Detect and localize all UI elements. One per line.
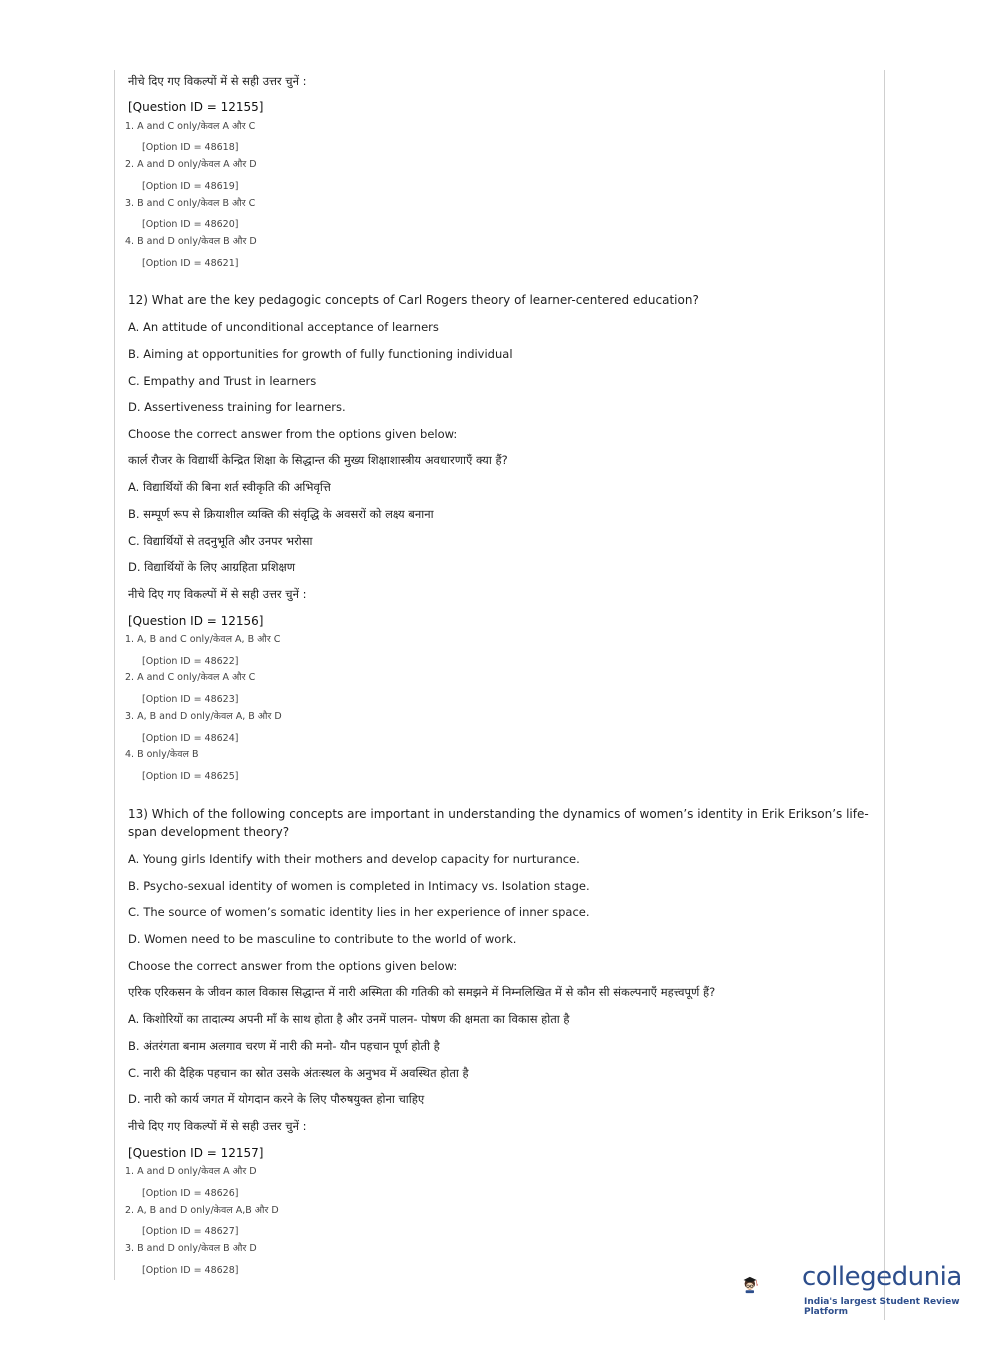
q13-hindi-statement-b: B. अंतरंगता बनाम अलगाव चरण में नारी की मनो- यौन पहचान पूर्ण होती है — [128, 1039, 440, 1053]
q11-option-4-id: [Option ID = 48621] — [142, 258, 239, 269]
q12-option-2: 2. A and C only/केवल A और C — [125, 672, 256, 683]
q12-hindi-statement-d: D. विद्यार्थियों के लिए आग्रहिता प्रशिक्षण — [128, 560, 296, 574]
q12-option-2-id: [Option ID = 48623] — [142, 694, 239, 705]
q13-option-2-id: [Option ID = 48627] — [142, 1226, 239, 1237]
q13-option-3: 3. B and D only/केवल B और D — [125, 1243, 257, 1254]
q13-option-2: 2. A, B and D only/केवल A,B और D — [125, 1205, 279, 1216]
q12-statement-d: D. Assertiveness training for learners. — [128, 400, 346, 414]
q13-hindi-statement-a: A. किशोरियों का तादात्म्य अपनी माँ के साथ होता है और उनमें पालन- पोषण की क्षमता का विकास होता है — [128, 1012, 570, 1026]
q12-hindi-question: कार्ल रौजर के विद्यार्थी केन्द्रित शिक्षा के सिद्धान्त की मुख्य शिक्षाशास्त्रीय अवधारणाएँ क्या हैं? — [128, 453, 508, 467]
left-margin-line — [114, 70, 115, 1280]
q13-question-line1: 13) Which of the following concepts are important in understanding the dynamics of women’s identity in Erik Erikson’s life- — [128, 807, 869, 821]
q13-statement-a: A. Young girls Identify with their mothers and develop capacity for nurturance. — [128, 852, 580, 866]
q12-option-1: 1. A, B and C only/केवल A, B और C — [125, 634, 281, 645]
q13-option-1-id: [Option ID = 48626] — [142, 1188, 239, 1199]
q13-choose-instruction: Choose the correct answer from the options given below: — [128, 959, 458, 973]
q12-option-1-id: [Option ID = 48622] — [142, 656, 239, 667]
q13-hindi-question: एरिक एरिकसन के जीवन काल विकास सिद्धान्त में नारी अस्मिता की गतिकी को समझने में निम्नलिखित में से कौन सी संकल्पनाएँ महत्त्वपूर्ण हैं? — [128, 985, 716, 999]
q13-hindi-statement-c: C. नारी की दैहिक पहचान का स्रोत उसके अंतःस्थल के अनुभव में अवस्थित होता है — [128, 1066, 469, 1080]
q12-statement-c: C. Empathy and Trust in learners — [128, 374, 317, 388]
q13-question-line2: span development theory? — [128, 825, 290, 839]
q12-option-3-id: [Option ID = 48624] — [142, 733, 239, 744]
q12-option-4-id: [Option ID = 48625] — [142, 771, 239, 782]
right-margin-line — [884, 70, 885, 1320]
q13-hindi-statement-d: D. नारी को कार्य जगत में योगदान करने के लिए पौरुषयुक्त होना चाहिए — [128, 1092, 425, 1106]
q13-question-id: [Question ID = 12157] — [128, 1146, 264, 1160]
logo-tagline: India's largest Student Review Platform — [804, 1297, 960, 1317]
q13-option-3-id: [Option ID = 48628] — [142, 1265, 239, 1276]
q11-option-3: 3. B and C only/केवल B और C — [125, 198, 256, 209]
q11-option-3-id: [Option ID = 48620] — [142, 219, 239, 230]
q11-option-2: 2. A and D only/केवल A और D — [125, 159, 257, 170]
q13-statement-d: D. Women need to be masculine to contribute to the world of work. — [128, 932, 517, 946]
q12-option-3: 3. A, B and D only/केवल A, B और D — [125, 711, 282, 722]
logo-wordmark: collegedunia — [802, 1262, 962, 1292]
q12-hindi-choose: नीचे दिए गए विकल्पों में से सही उत्तर चुनें : — [128, 587, 307, 601]
q13-statement-b: B. Psycho-sexual identity of women is completed in Intimacy vs. Isolation stage. — [128, 879, 590, 893]
collegedunia-mascot-icon — [742, 1252, 802, 1318]
q12-question: 12) What are the key pedagogic concepts of Carl Rogers theory of learner-centered education? — [128, 293, 699, 307]
q13-option-1: 1. A and D only/केवल A और D — [125, 1166, 257, 1177]
q11-question-id: [Question ID = 12155] — [128, 100, 264, 114]
q12-statement-b: B. Aiming at opportunities for growth of fully functioning individual — [128, 347, 513, 361]
q11-option-2-id: [Option ID = 48619] — [142, 181, 239, 192]
q12-hindi-statement-b: B. सम्पूर्ण रूप से क्रियाशील व्यक्ति की संवृद्धि के अवसरों को लक्ष्य बनाना — [128, 507, 434, 521]
q12-question-id: [Question ID = 12156] — [128, 614, 264, 628]
q11-option-1-id: [Option ID = 48618] — [142, 142, 239, 153]
q11-option-4: 4. B and D only/केवल B और D — [125, 236, 257, 247]
q11-hindi-instruction: नीचे दिए गए विकल्पों में से सही उत्तर चुनें : — [128, 74, 307, 88]
q12-choose-instruction: Choose the correct answer from the options given below: — [128, 427, 458, 441]
q12-hindi-statement-a: A. विद्यार्थियों की बिना शर्त स्वीकृति की अभिवृत्ति — [128, 480, 331, 494]
q12-option-4: 4. B only/केवल B — [125, 749, 199, 760]
q13-statement-c: C. The source of women’s somatic identity lies in her experience of inner space. — [128, 905, 590, 919]
q12-statement-a: A. An attitude of unconditional acceptance of learners — [128, 320, 439, 334]
q13-hindi-choose: नीचे दिए गए विकल्पों में से सही उत्तर चुनें : — [128, 1119, 307, 1133]
q12-hindi-statement-c: C. विद्यार्थियों से तदनुभूति और उनपर भरोसा — [128, 534, 313, 548]
q11-option-1: 1. A and C only/केवल A और C — [125, 121, 256, 132]
